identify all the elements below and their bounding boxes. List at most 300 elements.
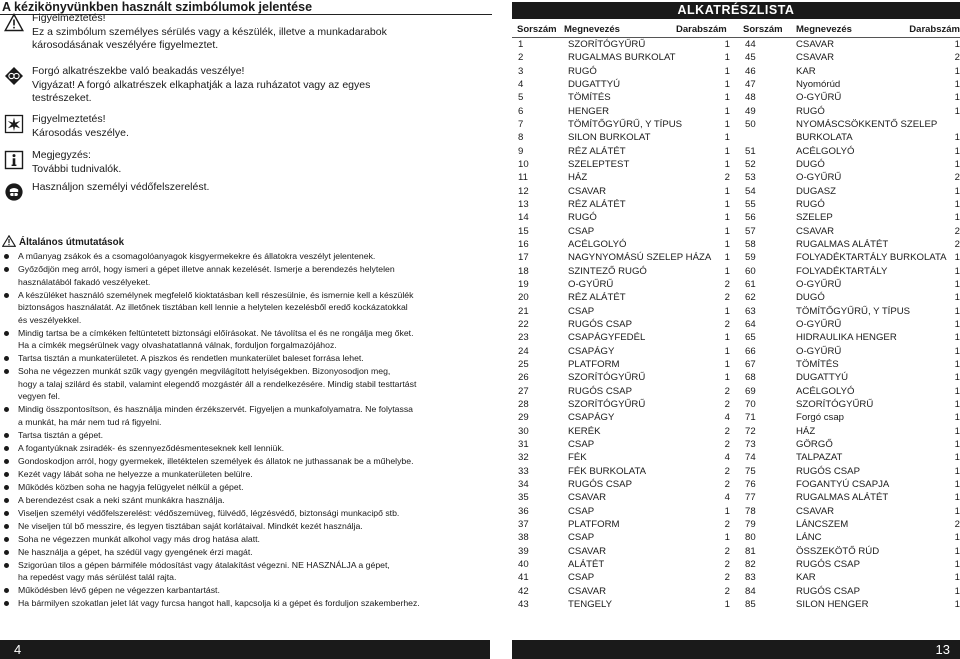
general-item-line: Gondoskodjon arról, hogy gyermekek, illetéktelen személyek és állatok ne juthassanak be a műhelybe. [18, 455, 414, 466]
part-qty: 1 [954, 252, 960, 264]
part-qty: 2 [954, 238, 960, 250]
part-name: O-GYŰRŰ [796, 92, 842, 104]
part-no: 33 [518, 465, 529, 477]
part-qty: 1 [954, 465, 960, 477]
part-name: O-GYŰRŰ [568, 278, 614, 290]
general-item-line: Mindig összpontosítson, és használja minden érzékszervét. Figyeljen a munkafolyamatra. Ne folytassa [18, 404, 413, 414]
part-no: 82 [745, 558, 756, 570]
part-qty: 1 [724, 358, 730, 370]
table-header [512, 23, 960, 36]
part-name: HIDRAULIKA HENGER [796, 332, 897, 344]
part-qty: 2 [954, 225, 960, 237]
part-qty: 1 [724, 345, 730, 357]
part-qty: 2 [724, 585, 730, 597]
general-item-line: A készüléket használó személynek megfelelő kioktatásban kell részesülnie, és ismernie kell a készülék [18, 289, 414, 300]
general-item [0, 289, 490, 327]
part-no: 5 [518, 92, 524, 104]
part-no: 78 [745, 505, 756, 517]
part-qty: 2 [724, 572, 730, 584]
general-item-line: használatából fakadó veszélyeket. [18, 276, 151, 287]
general-item-line: Ha bármilyen szokatlan jelet lát vagy furcsa hangot hall, kapcsolja ki a gépet és forduljon szakemberhez. [18, 598, 420, 608]
part-qty: 1 [954, 478, 960, 490]
part-no: 55 [745, 198, 756, 210]
table-row [512, 371, 960, 384]
table-row [512, 331, 960, 344]
table-row [512, 571, 960, 584]
table-row [512, 518, 960, 531]
part-no: 47 [745, 78, 756, 90]
general-item [0, 494, 490, 507]
part-no: 9 [518, 145, 524, 157]
part-name: CSAPÁGY [568, 345, 615, 357]
part-no: 51 [745, 145, 756, 157]
part-qty: 1 [724, 118, 730, 130]
bullet-icon [4, 601, 9, 606]
general-item [0, 468, 490, 481]
part-no: 42 [518, 585, 529, 597]
part-no: 6 [518, 105, 524, 117]
part-name: DUGASZ [796, 185, 836, 197]
table-row [512, 238, 960, 251]
part-name: TENGELY [568, 598, 613, 610]
part-qty: 1 [954, 292, 960, 304]
part-name: CSAP [568, 532, 595, 544]
general-item-line: biztonságos használatát. Az illetőnek tisztában kell lennie a helytelen kezelésből eredő kockázatokkal [18, 302, 408, 312]
part-qty: 1 [724, 145, 730, 157]
part-no: 66 [745, 345, 756, 357]
header-name-2: Megnevezés [796, 24, 852, 35]
part-name: SZELEP [796, 212, 833, 224]
part-qty: 2 [724, 425, 730, 437]
table-row [512, 465, 960, 478]
general-item-line: Kezét vagy lábát soha ne helyezze a munkaterületen belülre. [18, 468, 253, 479]
part-qty: 1 [724, 132, 730, 144]
bullet-icon [4, 472, 9, 477]
part-no: 77 [745, 492, 756, 504]
part-no: 70 [745, 398, 756, 410]
part-name: FÉK [568, 452, 587, 464]
general-item-line: Működés közben soha ne hagyja felügyelet nélkül a gépet. [18, 481, 244, 492]
part-no: 54 [745, 185, 756, 197]
bullet-icon [4, 356, 9, 361]
part-name: ALÁTÉT [568, 558, 605, 570]
part-no: 43 [518, 598, 529, 610]
part-qty: 1 [954, 345, 960, 357]
part-no: 3 [518, 65, 524, 77]
part-qty: 2 [724, 545, 730, 557]
part-qty: 1 [954, 318, 960, 330]
part-qty: 1 [954, 278, 960, 290]
protective-gear-icon [4, 182, 24, 202]
part-no: 4 [518, 78, 524, 90]
bullet-icon [4, 459, 9, 464]
part-no: 14 [518, 212, 529, 224]
part-no: 21 [518, 305, 529, 317]
table-row [512, 318, 960, 331]
part-qty: 1 [954, 532, 960, 544]
symbol-text-line: Ez a szimbólum személyes sérülés vagy a készülék, illetve a munkadarabok [32, 25, 387, 38]
warning-triangle-icon [2, 235, 16, 247]
part-name: RUGÓS CSAP [796, 585, 860, 597]
part-no: 84 [745, 585, 756, 597]
part-no: 80 [745, 532, 756, 544]
part-name: CSAPÁGY [568, 412, 615, 424]
general-item-line: Viseljen személyi védőfelszerelést: védőszemüveg, fülvédő, légzésvédő, biztonsági munkacipő stb. [18, 507, 400, 518]
part-qty: 2 [724, 478, 730, 490]
part-name: DUGATTYÚ [568, 78, 621, 90]
part-no: 62 [745, 292, 756, 304]
symbol-text-line: További tudnivalók. [32, 162, 122, 175]
general-item-line: a munkát, ha már nem tud rá figyelni. [18, 416, 162, 427]
general-item-line: Mindig tartsa be a címkéken feltüntetett biztonsági előírásokat. Ne távolítsa el és ne rongálja meg őket. [18, 327, 414, 338]
part-name: CSAVAR [568, 585, 607, 597]
part-qty: 2 [724, 438, 730, 450]
part-qty: 1 [724, 332, 730, 344]
table-row [512, 305, 960, 318]
part-no: 65 [745, 332, 756, 344]
part-qty: 1 [954, 212, 960, 224]
general-item-line: Győződjön meg arról, hogy ismeri a gépet illetve annak kezelését. Ismerje a berendezés helytelen [18, 264, 395, 274]
general-item-line: vegyen fel. [18, 391, 61, 401]
part-no: 56 [745, 212, 756, 224]
bullet-icon [4, 511, 9, 516]
part-name: CSAVAR [568, 185, 607, 197]
part-name: RUGÓ [796, 198, 825, 210]
part-name: FOLYADÉKTARTÁLY [796, 265, 888, 277]
part-name: SILON HENGER [796, 598, 869, 610]
symbol-text-line: Figyelmeztetés! [32, 113, 106, 125]
part-no: 73 [745, 438, 756, 450]
symbol-text-line: károsodásának veszélyére figyelmeztet. [32, 39, 219, 51]
part-name: CSAP [568, 305, 595, 317]
part-no: 15 [518, 225, 529, 237]
header-name: Megnevezés [564, 24, 620, 35]
part-no: 60 [745, 265, 756, 277]
header-qty-2: Darabszám [909, 24, 960, 35]
table-row [512, 358, 960, 371]
part-no: 59 [745, 252, 756, 264]
general-item-line: A műanyag zsákok és a csomagolóanyagok kisgyermekekre és állatokra veszélyt jelentenek. [18, 251, 376, 261]
table-row [512, 438, 960, 451]
part-qty: 1 [724, 39, 730, 50]
general-item [0, 559, 490, 584]
part-no: 38 [518, 532, 529, 544]
part-qty: 2 [954, 172, 960, 184]
part-qty: 1 [954, 598, 960, 610]
part-qty: 1 [954, 545, 960, 557]
part-no: 64 [745, 318, 756, 330]
part-qty: 2 [724, 558, 730, 570]
page-footer-right [512, 640, 960, 659]
general-item [0, 250, 490, 263]
part-qty: 1 [724, 252, 730, 264]
part-name: PLATFORM [568, 358, 620, 370]
table-row [512, 171, 960, 184]
part-name: DUGÓ [796, 158, 825, 170]
part-no: 26 [518, 372, 529, 384]
general-item-line: Ha a címkék megsérülnek vagy olvashatatlanná válnak, forduljon forgalmazójához. [18, 340, 337, 350]
part-name: O-GYŰRŰ [796, 345, 842, 357]
part-qty: 1 [724, 92, 730, 104]
part-name: RÉZ ALÁTÉT [568, 198, 626, 210]
part-qty: 1 [954, 492, 960, 504]
part-name: CSAP [568, 225, 595, 237]
part-qty: 1 [724, 238, 730, 250]
part-no: 31 [518, 438, 529, 450]
part-no: 30 [518, 425, 529, 437]
part-qty: 1 [724, 505, 730, 517]
part-no: 13 [518, 198, 529, 210]
table-row [512, 105, 960, 118]
part-no: 2 [518, 52, 524, 64]
part-no: 7 [518, 118, 524, 130]
part-qty: 1 [954, 452, 960, 464]
symbol-text-line: Figyelmeztetés! [32, 12, 106, 24]
part-no: 22 [518, 318, 529, 330]
table-row [512, 491, 960, 504]
part-qty: 1 [954, 572, 960, 584]
general-item [0, 455, 490, 468]
part-no: 19 [518, 278, 529, 290]
warning-triangle-icon [4, 13, 24, 33]
table-row [512, 291, 960, 304]
bullet-icon [4, 331, 9, 336]
table-row [512, 91, 960, 104]
part-no: 79 [745, 518, 756, 530]
part-name: CSAVAR [568, 545, 607, 557]
table-row [512, 185, 960, 198]
part-name: CSAP [568, 438, 595, 450]
part-qty: 1 [954, 145, 960, 157]
part-qty: 2 [954, 518, 960, 530]
part-name: RUGÓS CSAP [796, 558, 860, 570]
part-no: 50 [745, 118, 756, 130]
part-name: BURKOLATA [796, 132, 853, 144]
part-name: RUGÓ [796, 105, 825, 117]
symbol-text-line: Károsodás veszélye. [32, 126, 129, 139]
part-name: TÖMÍTÉS [796, 358, 839, 370]
part-no: 57 [745, 225, 756, 237]
bullet-icon [4, 293, 9, 298]
part-no: 61 [745, 278, 756, 290]
part-no: 32 [518, 452, 529, 464]
table-row [512, 585, 960, 598]
part-qty: 1 [954, 132, 960, 144]
part-no: 48 [745, 92, 756, 104]
part-name: HÁZ [796, 425, 816, 437]
part-no: 25 [518, 358, 529, 370]
part-name: Nyomórúd [796, 78, 841, 90]
part-name: TÖMÍTÉS [568, 92, 611, 104]
part-qty: 1 [954, 92, 960, 104]
part-qty: 2 [724, 318, 730, 330]
part-qty: 1 [954, 385, 960, 397]
part-qty: 1 [724, 598, 730, 610]
symbol-text-line: Forgó alkatrészekbe való beakadás veszélye! [32, 65, 245, 77]
symbol-text-line: Megjegyzés: [32, 149, 91, 161]
general-item [0, 352, 490, 365]
part-qty: 1 [954, 185, 960, 197]
part-name: O-GYŰRŰ [796, 172, 842, 184]
bullet-icon [4, 407, 9, 412]
table-row [512, 385, 960, 398]
bullet-icon [4, 537, 9, 542]
bullet-icon [4, 433, 9, 438]
bullet-icon [4, 446, 9, 451]
part-qty: 4 [724, 492, 730, 504]
part-qty: 1 [954, 372, 960, 384]
part-no: 34 [518, 478, 529, 490]
part-name: TÖMÍTŐGYŰRŰ, Y TÍPUS [796, 305, 911, 317]
part-qty: 1 [724, 198, 730, 210]
part-no: 41 [518, 572, 529, 584]
bullet-icon [4, 550, 9, 555]
general-item-line: ha repedést vagy más sérülést talál rajta. [18, 572, 177, 582]
part-name: FOLYADÉKTARTÁLY BURKOLATA [796, 252, 947, 264]
part-name: RUGÓS CSAP [796, 465, 860, 477]
table-row [512, 158, 960, 171]
symbols-title: A kézikönyvünkben használt szimbólumok jelentése [0, 0, 492, 15]
part-name: CSAVAR [568, 492, 607, 504]
part-qty: 1 [724, 212, 730, 224]
part-qty: 1 [724, 532, 730, 544]
part-qty: 1 [724, 265, 730, 277]
table-row [512, 558, 960, 571]
part-name: ACÉLGOLYÓ [568, 238, 627, 250]
part-qty: 1 [724, 372, 730, 384]
part-qty: 1 [954, 412, 960, 424]
info-icon [4, 150, 24, 170]
part-no: 71 [745, 412, 756, 424]
part-no: 40 [518, 558, 529, 570]
part-no: 37 [518, 518, 529, 530]
bullet-icon [4, 485, 9, 490]
header-no-2: Sorszám [743, 24, 783, 35]
part-name: NAGYNYOMÁSÚ SZELEP HÁZA [568, 252, 712, 264]
part-qty: 1 [954, 438, 960, 450]
part-qty: 1 [954, 265, 960, 277]
bullet-icon [4, 563, 9, 568]
part-qty: 4 [724, 452, 730, 464]
general-item-line: és veszélyekkel. [18, 314, 82, 325]
part-name: NYOMÁSCSÖKKENTŐ SZELEP [796, 118, 938, 130]
general-item [0, 597, 490, 610]
part-name: RUGÓ [568, 65, 597, 77]
part-no: 27 [518, 385, 529, 397]
part-qty: 1 [954, 558, 960, 570]
table-row [512, 225, 960, 238]
general-item-line: Tartsa tisztán a gépet. [18, 429, 103, 440]
symbol-text-line: Vigyázat! A forgó alkatrészek elkaphatják a laza ruházatot vagy az egyes [32, 78, 371, 91]
part-qty: 1 [954, 332, 960, 344]
table-row [512, 598, 960, 611]
general-list [0, 250, 490, 610]
part-name: FÉK BURKOLATA [568, 465, 647, 477]
part-no: 36 [518, 505, 529, 517]
table-row [512, 118, 960, 131]
part-qty: 2 [724, 172, 730, 184]
part-name: KAR [796, 572, 816, 584]
table-row [512, 531, 960, 544]
part-name: CSAP [568, 505, 595, 517]
table-row [512, 198, 960, 211]
table-row [512, 145, 960, 158]
part-qty: 1 [724, 105, 730, 117]
part-name: CSAVAR [796, 225, 835, 237]
part-name: GÖRGŐ [796, 438, 833, 450]
symbol-text-line: Használjon személyi védőfelszerelést. [32, 181, 210, 193]
general-item [0, 481, 490, 494]
bullet-icon [4, 524, 9, 529]
general-item [0, 442, 490, 455]
table-row [512, 411, 960, 424]
page-number-right: 13 [935, 642, 950, 657]
part-name: CSAPÁGYFEDÉL [568, 332, 646, 344]
part-no: 74 [745, 452, 756, 464]
bullet-icon [4, 588, 9, 593]
part-no: 23 [518, 332, 529, 344]
part-qty: 2 [724, 518, 730, 530]
general-item [0, 507, 490, 520]
part-qty: 1 [954, 105, 960, 117]
part-name: RUGALMAS ALÁTÉT [796, 238, 889, 250]
part-qty: 2 [724, 278, 730, 290]
part-qty: 1 [954, 305, 960, 317]
part-qty: 4 [724, 412, 730, 424]
general-item [0, 403, 490, 428]
part-no: 63 [745, 305, 756, 317]
part-qty: 1 [954, 358, 960, 370]
part-no: 49 [745, 105, 756, 117]
part-no: 35 [518, 492, 529, 504]
part-qty: 1 [724, 65, 730, 77]
part-no: 20 [518, 292, 529, 304]
general-item [0, 327, 490, 352]
part-qty: 1 [724, 225, 730, 237]
part-qty: 1 [954, 585, 960, 597]
general-item-line: Ne viseljen túl bő messzire, és legyen tisztában saját korlátaival. Mindkét kezét használja. [18, 520, 363, 531]
part-name: RÉZ ALÁTÉT [568, 145, 626, 157]
general-item [0, 429, 490, 442]
general-heading-text: Általános útmutatások [19, 237, 125, 248]
part-name: ACÉLGOLYÓ [796, 145, 855, 157]
part-qty: 1 [724, 305, 730, 317]
general-heading [2, 235, 124, 249]
table-row [512, 278, 960, 291]
part-no: 45 [745, 52, 756, 64]
part-qty: 1 [954, 158, 960, 170]
table-row [512, 131, 960, 144]
part-qty: 1 [954, 198, 960, 210]
part-name: RUGÓS CSAP [568, 385, 632, 397]
general-item-line: hogy a talaj szilárd és stabil, valamint elegendő mozgástér áll a rendelkezésére. Mindig stabil testtartást [18, 378, 417, 389]
page-footer-left [0, 640, 490, 659]
part-name: HÁZ [568, 172, 588, 184]
table-row [512, 51, 960, 64]
header-qty: Darabszám [676, 24, 727, 35]
part-qty: 2 [724, 465, 730, 477]
damage-star-icon [4, 114, 24, 134]
part-qty: 1 [954, 78, 960, 90]
part-no: 53 [745, 172, 756, 184]
part-qty: 2 [954, 52, 960, 64]
part-no: 68 [745, 372, 756, 384]
part-no: 46 [745, 65, 756, 77]
table-row [512, 211, 960, 224]
table-row [512, 345, 960, 358]
part-qty: 1 [954, 398, 960, 410]
part-name: CSAVAR [796, 39, 835, 50]
